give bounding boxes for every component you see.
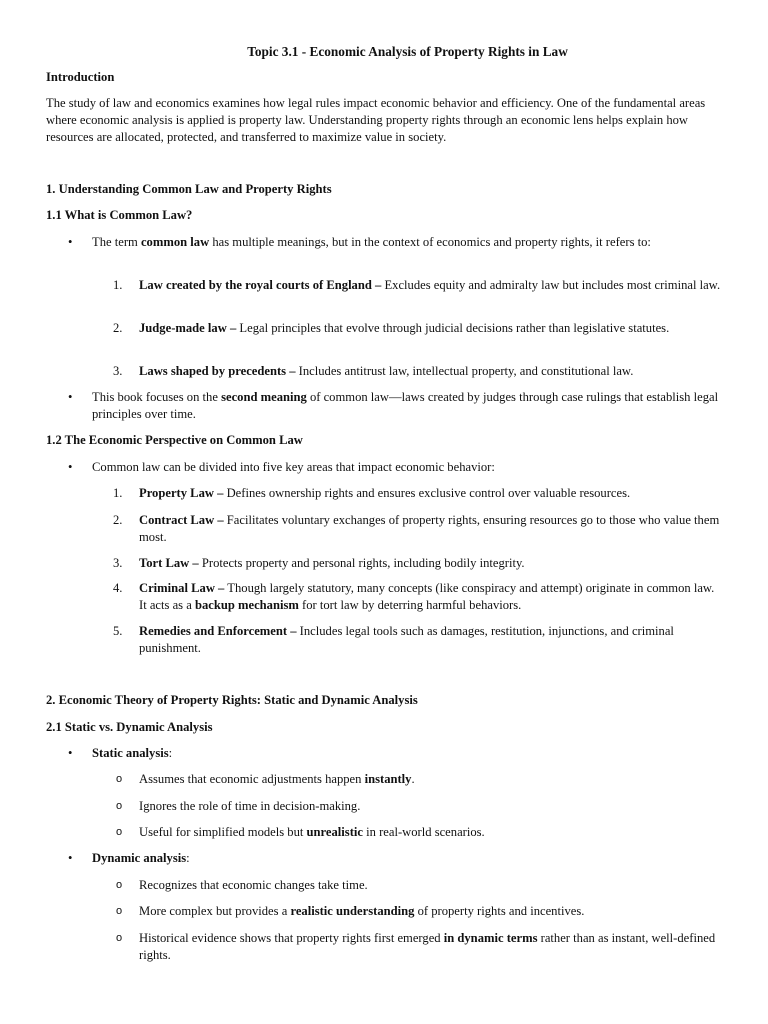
item-text: Remedies and Enforcement – Includes legal tools such as damages, restitution, injunctions, and criminal punishment. bbox=[139, 624, 674, 655]
item-number: 3. bbox=[113, 364, 123, 378]
item-text: Assumes that economic adjustments happen instantly. bbox=[139, 772, 415, 786]
item-text: Property Law – Defines ownership rights and ensures exclusive control over valuable resources. bbox=[139, 486, 631, 500]
item-text: Criminal Law – Though largely statutory, many concepts (like conspiracy and attempt) originate in common law. It acts as a backup mechanism for tort law by deterring harmful behaviors. bbox=[139, 581, 715, 612]
item-text: Useful for simplified models but unrealistic in real-world scenarios. bbox=[139, 825, 485, 839]
item-number: 1. bbox=[113, 278, 123, 292]
item-text: Laws shaped by precedents – Includes antitrust law, intellectual property, and constitutional law. bbox=[139, 364, 634, 378]
item-text: Ignores the role of time in decision-making. bbox=[139, 799, 361, 813]
circle-bullet-glyph: o bbox=[116, 800, 123, 812]
item-text: Tort Law – Protects property and personal rights, including bodily integrity. bbox=[139, 556, 525, 570]
bullet-text: The term common law has multiple meanings, but in the context of economics and property rights, it refers to: bbox=[92, 235, 651, 249]
item-text: More complex but provides a realistic understanding of property rights and incentives. bbox=[139, 904, 585, 918]
bullet-glyph: • bbox=[68, 235, 73, 249]
circle-bullet-glyph: o bbox=[116, 879, 123, 891]
item-number: 4. bbox=[113, 581, 123, 595]
item-number: 3. bbox=[113, 556, 123, 570]
section-1-heading: 1. Understanding Common Law and Property Rights bbox=[46, 182, 332, 196]
item-number: 1. bbox=[113, 486, 123, 500]
circle-bullet-glyph: o bbox=[116, 905, 123, 917]
item-number: 5. bbox=[113, 624, 123, 638]
bullet-glyph: • bbox=[68, 460, 73, 474]
item-number: 2. bbox=[113, 513, 123, 527]
section-2-heading: 2. Economic Theory of Property Rights: Static and Dynamic Analysis bbox=[46, 693, 418, 707]
item-text: Judge-made law – Legal principles that evolve through judicial decisions rather than legislative statutes. bbox=[139, 321, 670, 335]
document-title: Topic 3.1 - Economic Analysis of Property Rights in Law bbox=[247, 44, 568, 59]
intro-paragraph: The study of law and economics examines how legal rules impact economic behavior and efficiency. One of the fundamental areas where economic analysis is applied is property law. Understanding property rights through an economic lens helps explain how resources are allocated, protected, and transferred to maximize value in society. bbox=[46, 96, 706, 144]
bullet-text: Static analysis: bbox=[92, 746, 173, 760]
item-text: Contract Law – Facilitates voluntary exchanges of property rights, ensuring resources go to those who value them most. bbox=[139, 513, 720, 544]
item-text: Law created by the royal courts of England – Excludes equity and admiralty law but includes most criminal law. bbox=[139, 278, 721, 292]
item-text: Historical evidence shows that property rights first emerged in dynamic terms rather than as instant, well-defined rights. bbox=[139, 931, 716, 962]
bullet-text: This book focuses on the second meaning of common law—laws created by judges through case rulings that establish legal principles over time. bbox=[92, 390, 719, 421]
section-2-1-heading: 2.1 Static vs. Dynamic Analysis bbox=[46, 720, 213, 734]
intro-heading: Introduction bbox=[46, 70, 115, 84]
bullet-text: Dynamic analysis: bbox=[92, 851, 190, 865]
item-text: Recognizes that economic changes take time. bbox=[139, 878, 368, 892]
circle-bullet-glyph: o bbox=[116, 932, 123, 944]
section-1-2-heading: 1.2 The Economic Perspective on Common Law bbox=[46, 433, 303, 447]
bullet-glyph: • bbox=[68, 851, 73, 865]
circle-bullet-glyph: o bbox=[116, 826, 123, 838]
bullet-glyph: • bbox=[68, 390, 73, 404]
bullet-text: Common law can be divided into five key areas that impact economic behavior: bbox=[92, 460, 495, 474]
item-number: 2. bbox=[113, 321, 123, 335]
circle-bullet-glyph: o bbox=[116, 773, 123, 785]
section-1-1-heading: 1.1 What is Common Law? bbox=[46, 208, 193, 222]
bullet-glyph: • bbox=[68, 746, 73, 760]
